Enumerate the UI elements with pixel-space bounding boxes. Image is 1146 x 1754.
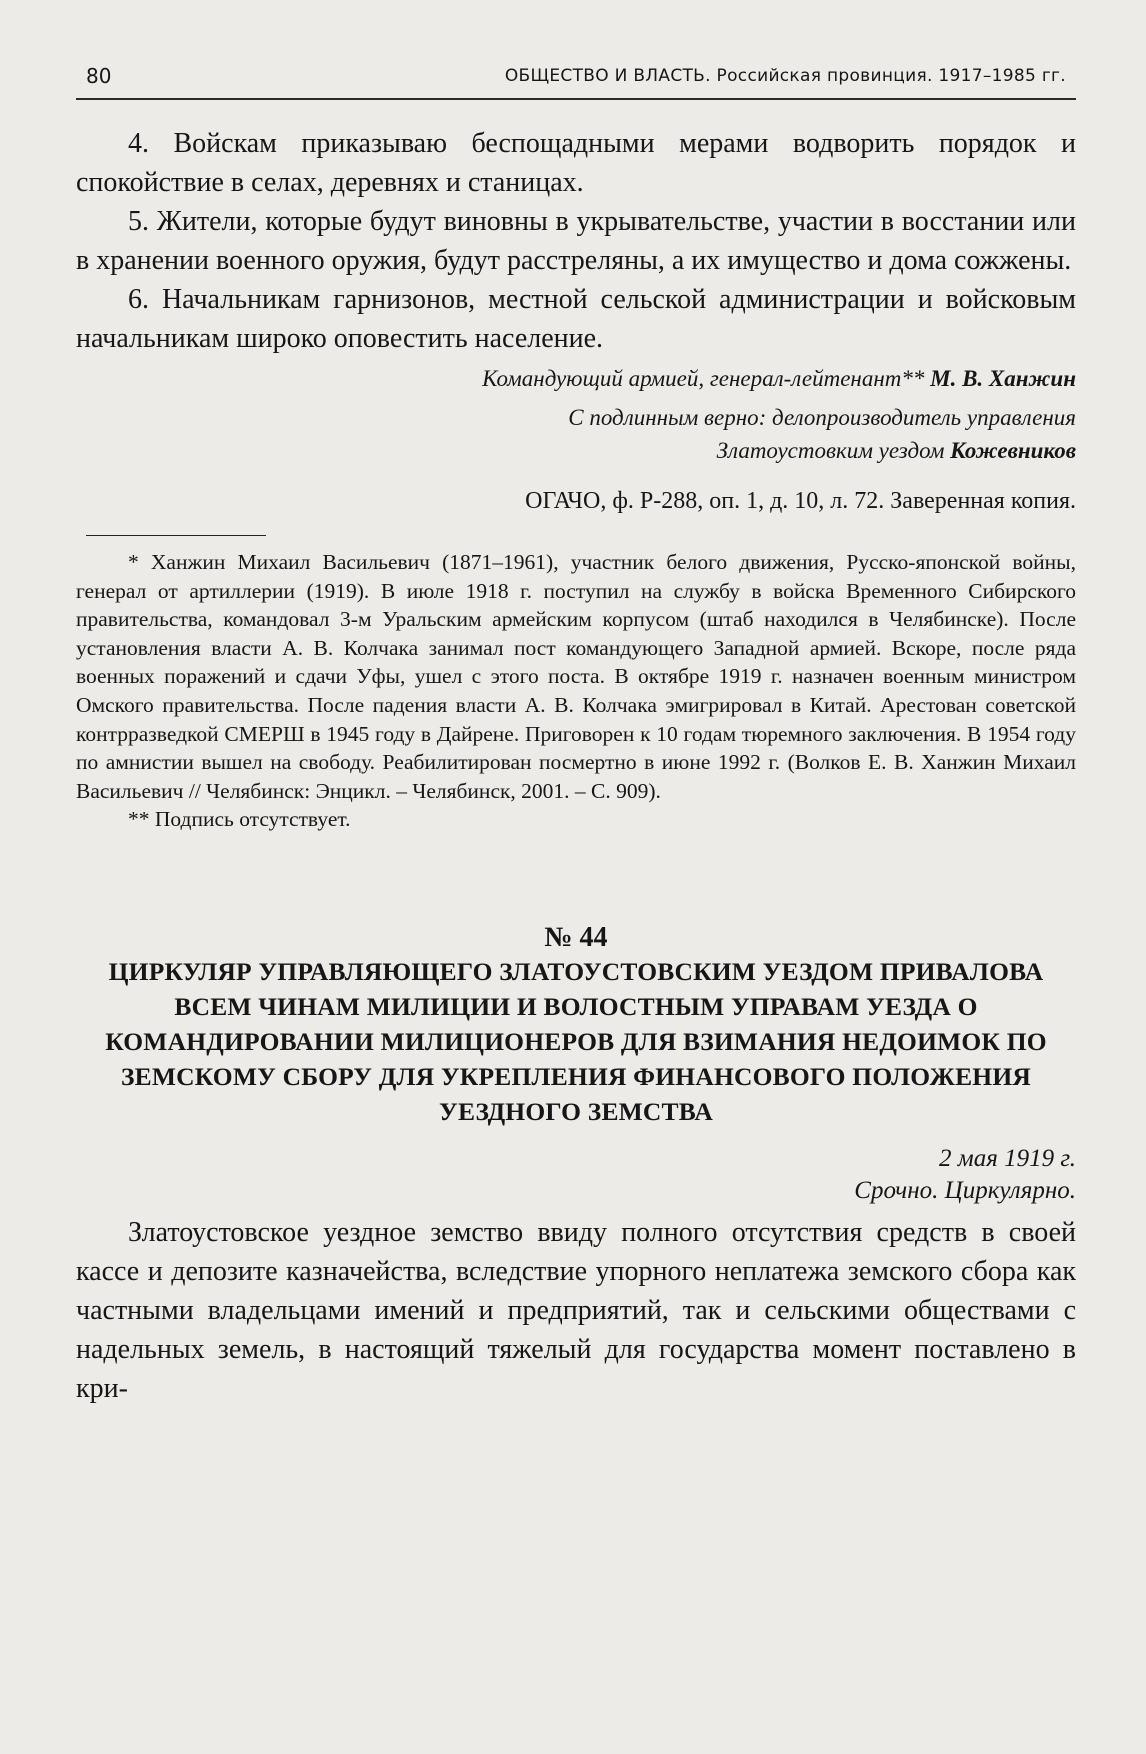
footnote-khanzhin: * Ханжин Михаил Васильевич (1871–1961), участник белого движения, Русско-японской войны, генерал от артиллерии (1919). В июле 1918 г. поступил на службу в войска Временного Сибирского правительства, командовал 3-м Уральским армейским корпусом (штаб находился в Челябинске). После установления власти А. В. Колчака занимал пост командующего Западной армией. Вскоре, после ряда военных поражений и сдачи Уфы, ушел с этого поста. В октябре 1919 г. назначен военным министром Омского правительства. После падения власти А. В. Колчака эмигрировал в Китай. Арестован советской контрразведкой СМЕРШ в 1945 году в Дайрене. Приговорен к 10 годам тюремного заключения. В 1954 году по амнистии вышел на свободу. Реабилитирован посмертно в июне 1992 г. (Волков Е. В. Ханжин Михаил Васильевич // Челябинск: Энцикл. – Челябинск, 2001. – С. 909).	[76, 550, 1076, 803]
certified-role: Златоустовким уездом	[716, 438, 951, 463]
order-item-6: 6. Начальникам гарнизонов, местной сельской администрации и войсковым начальникам широко оповестить население.	[76, 284, 1076, 354]
order-item-4: 4. Войскам приказываю беспощадными мерами водворить порядок и спокойствие в селах, деревнях и станицах.	[76, 128, 1076, 198]
archive-reference: ОГАЧО, ф. Р-288, оп. 1, д. 10, л. 72. Заверенная копия.	[525, 488, 1076, 514]
order-item-5: 5. Жители, которые будут виновны в укрывательстве, участии в восстании или в хранении военного оружия, будут расстреляны, а их имущество и дома сожжены.	[76, 206, 1076, 276]
document-title: ЦИРКУЛЯР УПРАВЛЯЮЩЕГО ЗЛАТОУСТОВСКИМ УЕЗДОМ ПРИВАЛОВА ВСЕМ ЧИНАМ МИЛИЦИИ И ВОЛОСТНЫМ УПРАВАМ УЕЗДА О КОМАНДИРОВАНИИ МИЛИЦИОНЕРОВ ДЛЯ ВЗИМАНИЯ НЕДОИМОК ПО ЗЕМСКОМУ СБОРУ ДЛЯ УКРЕПЛЕНИЯ ФИНАНСОВОГО ПОЛОЖЕНИЯ УЕЗДНОГО ЗЕМСТВА	[105, 956, 1047, 1126]
commander-role: Командующий армией, генерал-лейтенант**	[482, 366, 931, 391]
certified-name: Кожевников	[950, 438, 1076, 463]
commander-signature	[76, 362, 1076, 395]
footnote-signature-missing: ** Подпись отсутствует.	[128, 807, 351, 832]
page-header	[76, 58, 1076, 100]
running-head: ОБЩЕСТВО И ВЛАСТЬ. Российская провинция. 1917–1985 гг.	[504, 66, 1066, 86]
book-page	[76, 58, 1076, 1408]
document-number: № 44	[544, 921, 608, 953]
page-number: 80	[86, 64, 112, 88]
document-urgency: Срочно. Циркулярно.	[854, 1176, 1076, 1204]
document-date: 2 мая 1919 г.	[939, 1144, 1076, 1172]
certified-line-1: С подлинным верно: делопроизводитель управления	[568, 405, 1076, 430]
document-body: Златоустовское уездное земство ввиду полного отсутствия средств в своей кассе и депозите казначейства, вследствие упорного неплатежа земского сбора как частными владельцами имений и предприятий, так и сельскими обществами с надельных земель, в настоящий тяжелый для государства момент поставлено в кри-	[76, 1216, 1076, 1404]
commander-name: М. В. Ханжин	[930, 366, 1076, 391]
certified-line-2	[76, 434, 1076, 467]
footnote-divider	[86, 535, 266, 536]
